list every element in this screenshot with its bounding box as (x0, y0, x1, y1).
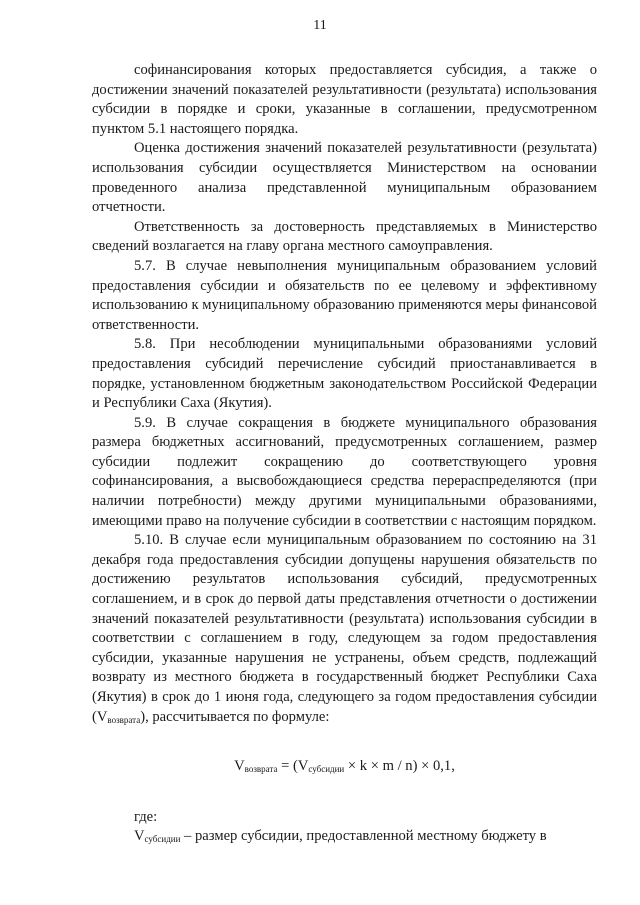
definition-text: – размер субсидии, предоставленной местному бюджету в (180, 828, 547, 845)
document-body (92, 61, 597, 847)
where-label: где: (134, 808, 158, 825)
paragraph-5-10-text: 5.10. В случае если муниципальным образованием по состоянию на 31 декабря года предоставления субсидии допущены нарушения обязательств по достижению результатов использования субсидий, предусмотренных соглашением, и в срок до первой даты представления отчетности о достижении значений показателей результативности (результата) использования субсидии в соответствии с соглашением в году, следующем за годом предоставления субсидии, указанные нарушения не устранены, объем средств, подлежащий возврату из местного бюджета в государственный бюджет Республики Саха (Якутия) в срок до 1 июня года, следующего за годом предоставления субсидии (V (92, 532, 597, 725)
definition-v-subsidii (92, 827, 597, 847)
paragraph-5-7: 5.7. В случае невыполнения муниципальным образованием условий предоставления субсидии и обязательств по ее целевому и эффективному использованию к муниципальному образованию применяются меры финансовой ответственности. (92, 257, 597, 333)
page-number: 11 (313, 18, 327, 33)
paragraph-5-9: 5.9. В случае сокращения в бюджете муниципального образования размера бюджетных ассигнований, предусмотренных соглашением, размер субсидии подлежит сокращению до соответствующего уровня софинансирования, а высвобождающиеся средства перераспределяются (при наличии потребности) между другими муниципальными образованиями, имеющими право на получение субсидии в соответствии с настоящим порядком. (92, 414, 597, 529)
paragraph-5-10-tail: ), рассчитывается по формуле: (140, 708, 330, 725)
formula-mid-sub: субсидии (308, 764, 345, 775)
formula-eq: = (V (277, 758, 309, 775)
paragraph-5-8: 5.8. При несоблюдении муниципальными образованиями условий предоставления субсидий перечисление субсидий приостанавливается в порядке, установленном бюджетным законодательством Российской Федерации и Республики Саха (Якутия). (92, 336, 597, 412)
paragraph-5-10 (92, 531, 597, 727)
paragraph-continuation: софинансирования которых предоставляется субсидия, а также о достижении значений показателей результативности (результата) использования субсидии в порядке и сроки, указанные в соглашении, предусмотренном пунктом 5.1 настоящего порядка. (92, 62, 597, 137)
paragraph-assessment: Оценка достижения значений показателей результативности (результата) использования субсидии осуществляется Министерством на основании проведенного анализа представленной муниципальным образованием отчетности. (92, 140, 597, 216)
definition-symbol: V (134, 828, 145, 845)
formula-rhs: × k × m / n) × 0,1, (344, 758, 455, 775)
formula-lhs-sub: возврата (244, 764, 278, 775)
formula (92, 757, 597, 777)
definition-symbol-sub: субсидии (144, 834, 181, 845)
subscript-vozvrata: возврата (107, 714, 141, 725)
formula-lhs: V (234, 758, 245, 775)
paragraph-responsibility: Ответственность за достоверность представляемых в Министерство сведений возлагается на главу органа местного самоуправления. (92, 218, 597, 255)
